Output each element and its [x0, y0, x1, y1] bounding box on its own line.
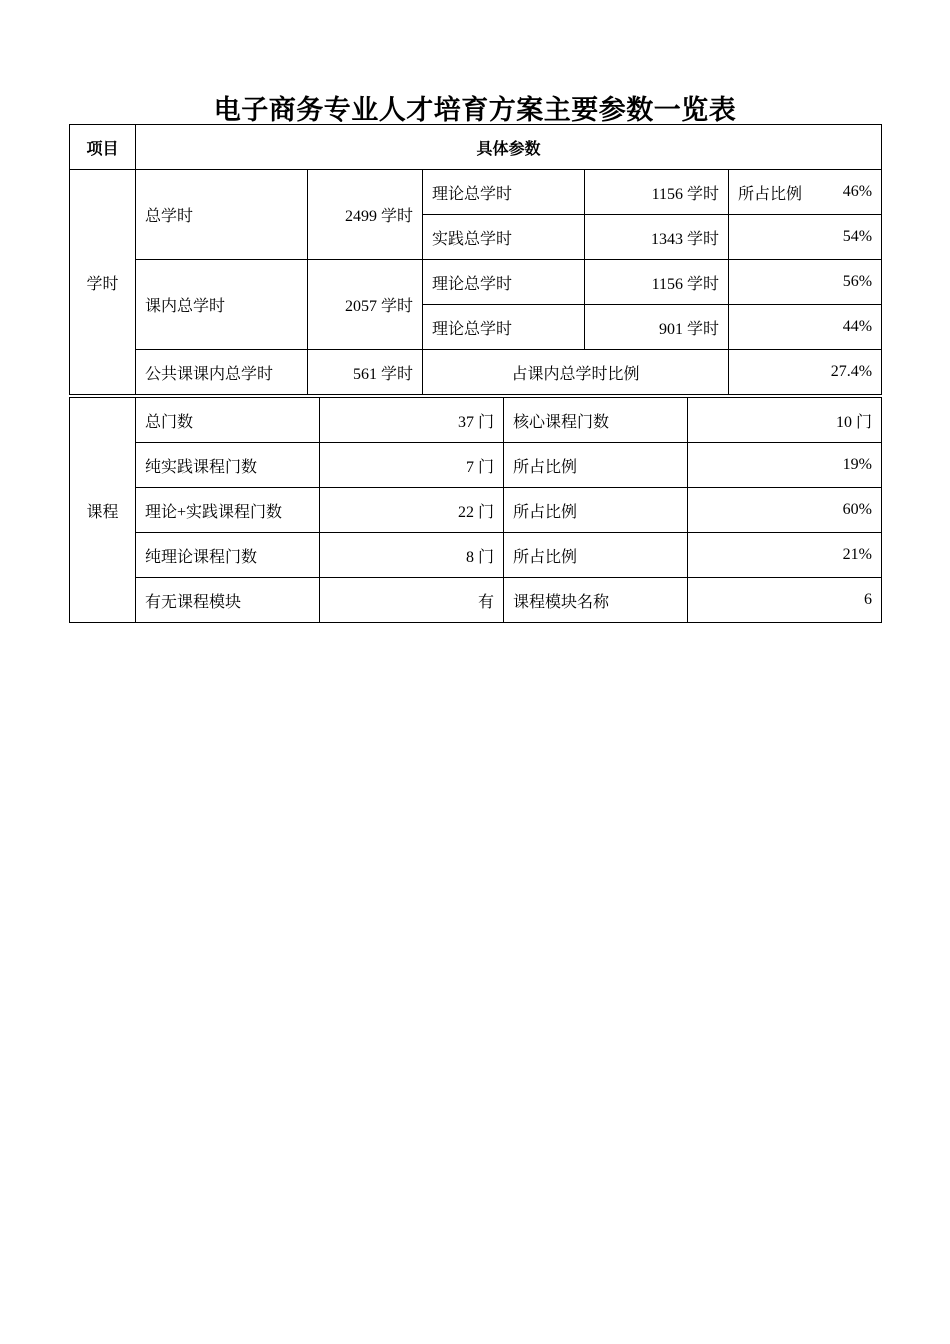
- course-label2: 核心课程门数: [504, 398, 688, 443]
- header-row: [70, 125, 882, 170]
- in-class-hours-value: 2057 学时: [308, 260, 423, 350]
- course-label: 理论+实践课程门数: [136, 488, 320, 533]
- category-courses: 课程: [70, 398, 136, 623]
- public-ratio-label: 占课内总学时比例: [423, 350, 729, 395]
- table-row: [70, 170, 882, 215]
- in-class-row1-value: 1156 学时: [585, 260, 729, 305]
- table-row: [70, 398, 882, 443]
- course-label2: 所占比例: [504, 533, 688, 578]
- course-value2: 21%: [688, 533, 882, 578]
- course-value2: 19%: [688, 443, 882, 488]
- theory-hours-label: 理论总学时: [423, 170, 585, 215]
- course-value: 37 门: [320, 398, 504, 443]
- course-label: 总门数: [136, 398, 320, 443]
- course-value: 有: [320, 578, 504, 623]
- in-class-row1-ratio: 56%: [729, 260, 882, 305]
- course-label: 纯实践课程门数: [136, 443, 320, 488]
- course-label: 纯理论课程门数: [136, 533, 320, 578]
- hours-table: [69, 124, 882, 395]
- in-class-row2-value: 901 学时: [585, 305, 729, 350]
- practice-hours-label: 实践总学时: [423, 215, 585, 260]
- public-hours-label: 公共课课内总学时: [136, 350, 308, 395]
- category-hours: 学时: [70, 170, 136, 395]
- ratio-value: 46%: [842, 183, 873, 200]
- table-row: [70, 533, 882, 578]
- course-value2: 60%: [688, 488, 882, 533]
- in-class-hours-label: 课内总学时: [136, 260, 308, 350]
- ratio-label: 所占比例: [738, 185, 803, 203]
- theory-hours-value: 1156 学时: [585, 170, 729, 215]
- course-label2: 课程模块名称: [504, 578, 688, 623]
- course-label2: 所占比例: [504, 488, 688, 533]
- course-label2: 所占比例: [504, 443, 688, 488]
- practice-hours-value: 1343 学时: [585, 215, 729, 260]
- table-row: [70, 350, 882, 395]
- course-value: 22 门: [320, 488, 504, 533]
- practice-ratio: 54%: [729, 215, 882, 260]
- public-ratio-value: 27.4%: [729, 350, 882, 395]
- course-value2: 10 门: [688, 398, 882, 443]
- table-row: [70, 443, 882, 488]
- page-title: 电子商务专业人才培育方案主要参数一览表: [213, 95, 737, 125]
- public-hours-value: 561 学时: [308, 350, 423, 395]
- course-value2: 6: [688, 578, 882, 623]
- in-class-row2-ratio: 44%: [729, 305, 882, 350]
- course-value: 7 门: [320, 443, 504, 488]
- theory-ratio-cell: [729, 170, 882, 215]
- course-label: 有无课程模块: [136, 578, 320, 623]
- table-row: [70, 488, 882, 533]
- courses-table: [69, 397, 882, 623]
- total-hours-value: 2499 学时: [308, 170, 423, 260]
- total-hours-label: 总学时: [136, 170, 308, 260]
- header-item: 项目: [70, 125, 136, 170]
- in-class-row1-label: 理论总学时: [423, 260, 585, 305]
- table-row: [70, 578, 882, 623]
- course-value: 8 门: [320, 533, 504, 578]
- in-class-row2-label: 理论总学时: [423, 305, 585, 350]
- header-params: 具体参数: [136, 125, 882, 170]
- table-row: [70, 260, 882, 305]
